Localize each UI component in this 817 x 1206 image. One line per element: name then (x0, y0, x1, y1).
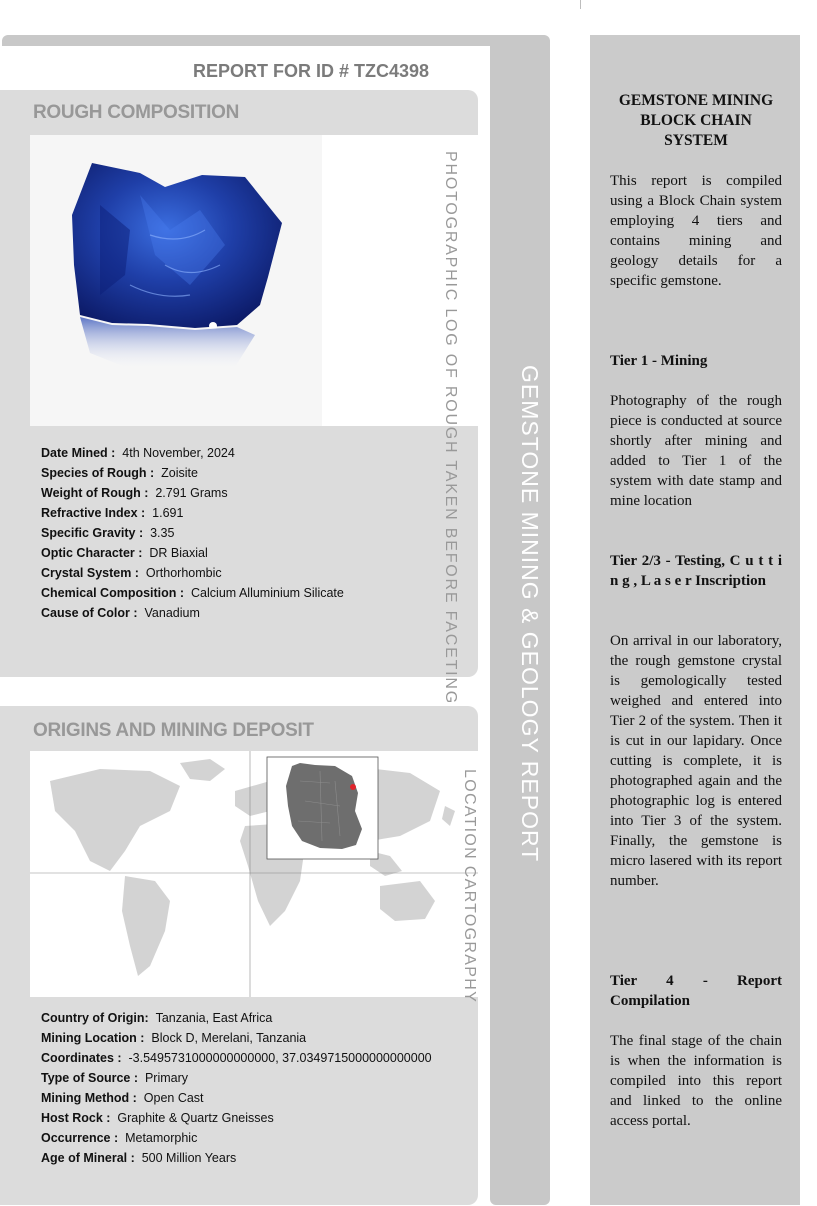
rough-details-list (41, 443, 344, 623)
location-marker-icon (350, 784, 356, 790)
sidebar-title: GEMSTONE MINING BLOCK CHAIN SYSTEM (618, 92, 774, 149)
origins-heading: ORIGINS AND MINING DEPOSIT (33, 720, 314, 741)
report-id-title: REPORT FOR ID # TZC4398 (193, 61, 430, 81)
rough-photo-frame (30, 135, 478, 426)
header-bar (2, 35, 547, 46)
tier23-heading: Tier 2/3 - Testing, C u t t i n g , L a s e r Inscription (610, 553, 782, 589)
list-item: Type of Source : Primary (41, 1071, 189, 1085)
top-divider-tick (580, 0, 581, 9)
list-item: Occurrence : Metamorphic (41, 1131, 198, 1145)
list-item: Optic Character : DR Biaxial (41, 546, 208, 560)
list-item: Refractive Index : 1.691 (41, 506, 184, 520)
list-item: Mining Location : Block D, Merelani, Tanzania (41, 1031, 307, 1045)
list-item: Coordinates : -3.5495731000000000000, 37.0349715000000000000 (41, 1051, 432, 1065)
list-item: Age of Mineral : 500 Million Years (41, 1151, 237, 1165)
list-item: Country of Origin: Tanzania, East Africa (41, 1011, 273, 1025)
list-item: Specific Gravity : 3.35 (41, 526, 175, 540)
list-item: Species of Rough : Zoisite (41, 466, 198, 480)
list-item: Host Rock : Graphite & Quartz Gneisses (41, 1111, 274, 1125)
list-item: Mining Method : Open Cast (41, 1091, 204, 1105)
list-item: Chemical Composition : Calcium Alluminium Silicate (41, 586, 344, 600)
tier4-heading: Tier 4 - Report Compilation (610, 973, 782, 1009)
tier1-heading: Tier 1 - Mining (610, 353, 708, 369)
tier4-text: The final stage of the chain is when the information is compiled into this report and linked to the online access portal. (610, 1033, 782, 1129)
sidebar-intro: This report is compiled using a Block Chain system employing 4 tiers and contains mining and geology details for a specific gemstone. (610, 173, 782, 289)
report-vertical-title: GEMSTONE MINING & GEOLOGY REPORT (517, 365, 543, 863)
tier23-text: On arrival in our laboratory, the rough gemstone crystal is gemologically tested weighed and entered into Tier 2 of the system. Then it is cut in our lapidary. Once cutting is complete, it is photographed again and the photographic log is entered into Tier 3 of the system. Finally, the gemstone is micro lasered with its report number. (610, 633, 782, 889)
origin-details-list (41, 1008, 432, 1168)
list-item: Date Mined : 4th November, 2024 (41, 446, 235, 460)
list-item: Cause of Color : Vanadium (41, 606, 200, 620)
list-item: Crystal System : Orthorhombic (41, 566, 222, 580)
map-caption: LOCATION CARTOGRAPHY (461, 769, 478, 1004)
rough-photo-caption: PHOTOGRAPHIC LOG OF ROUGH TAKEN BEFORE FACETING (442, 151, 459, 705)
rough-composition-heading: ROUGH COMPOSITION (33, 102, 240, 123)
map-frame (30, 751, 478, 997)
world-map (30, 751, 478, 997)
tier1-text: Photography of the rough piece is conducted at source shortly after mining and added to Tier 1 of the system with date stamp and mine location (610, 393, 782, 509)
gemstone-photo (30, 135, 322, 426)
list-item: Weight of Rough : 2.791 Grams (41, 486, 228, 500)
